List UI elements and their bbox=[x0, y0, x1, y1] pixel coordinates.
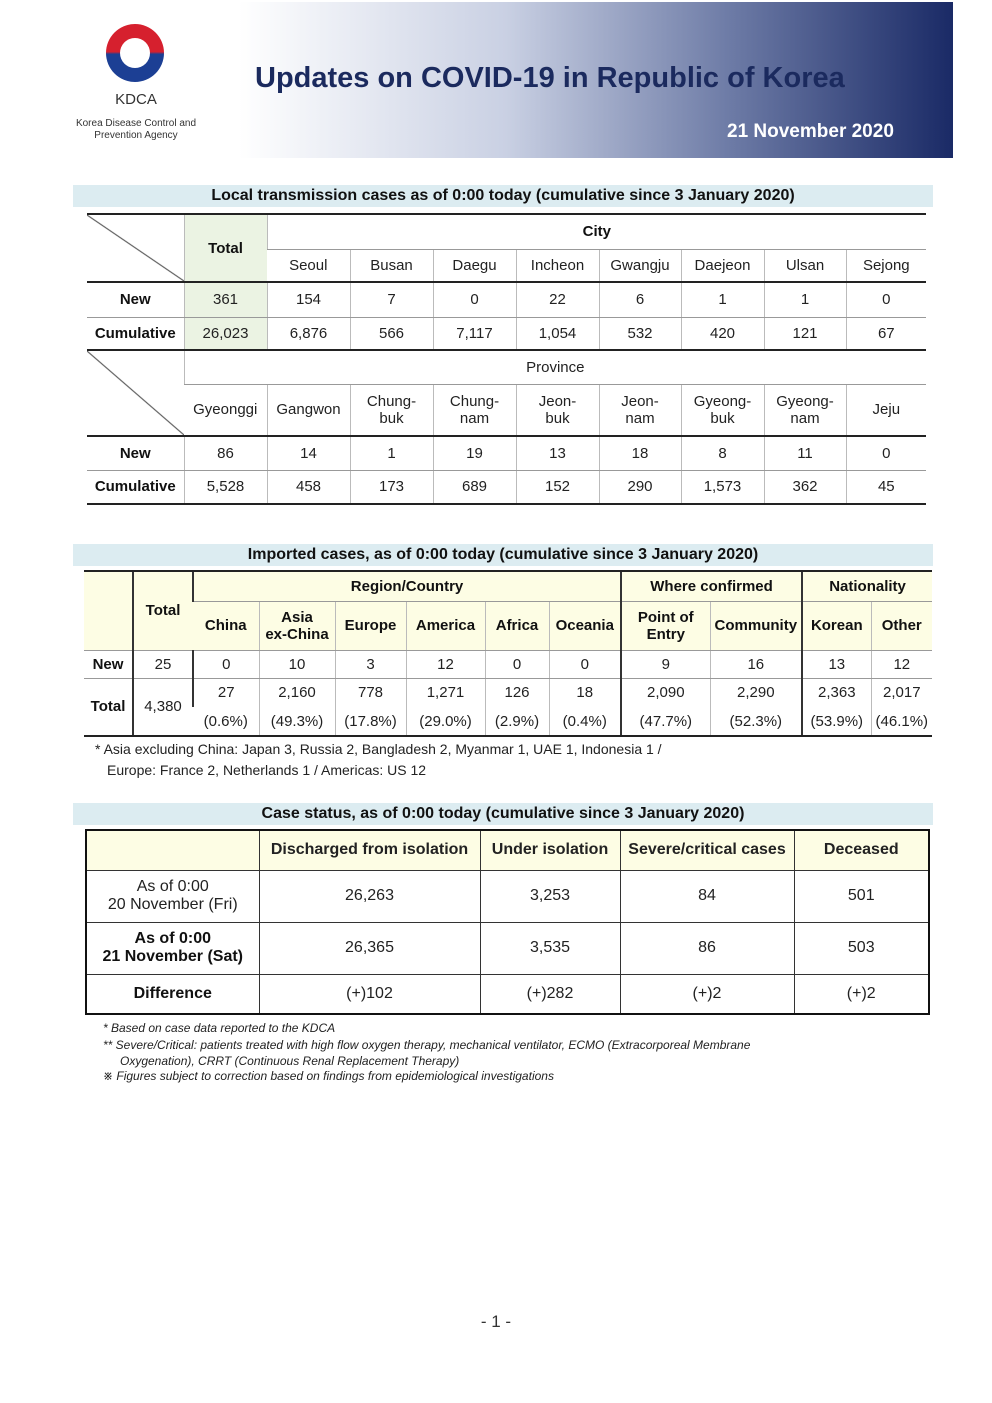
imported-section-title: Imported cases, as of 0:00 today (cumulative since 3 January 2020) bbox=[73, 544, 933, 566]
city-new-value: 6 bbox=[599, 282, 681, 317]
kdca-logo bbox=[70, 18, 202, 148]
new-value: 12 bbox=[871, 650, 932, 678]
new-value: 12 bbox=[406, 650, 485, 678]
province-name: Gyeong- nam bbox=[764, 384, 846, 436]
status-value: 26,263 bbox=[259, 870, 480, 922]
province-name: Chung- nam bbox=[433, 384, 516, 436]
total-value: 1,271 bbox=[406, 678, 485, 707]
city-cum-value: 532 bbox=[599, 317, 681, 350]
total-value: 2,160 bbox=[259, 678, 335, 707]
total-total: 4,380 bbox=[133, 678, 193, 736]
city-cum-value: 420 bbox=[681, 317, 764, 350]
city-name: Incheon bbox=[516, 249, 599, 282]
row-label-new: New bbox=[84, 650, 133, 678]
status-value: 26,365 bbox=[259, 922, 480, 974]
col-korean: Korean bbox=[802, 601, 871, 650]
status-value: 3,253 bbox=[480, 870, 620, 922]
org-short: KDCA bbox=[115, 91, 157, 108]
city-name: Busan bbox=[350, 249, 433, 282]
province-cum-value: 458 bbox=[267, 470, 350, 504]
local-section-title: Local transmission cases as of 0:00 today (cumulative since 3 January 2020) bbox=[73, 185, 933, 207]
row-label-new: New bbox=[87, 436, 184, 470]
city-name: Daejeon bbox=[681, 249, 764, 282]
province-new-value: 13 bbox=[516, 436, 599, 470]
total-new: 361 bbox=[184, 282, 267, 317]
total-header: Total bbox=[133, 571, 193, 650]
province-cum-value: 689 bbox=[433, 470, 516, 504]
row-label-total: Total bbox=[84, 678, 133, 736]
new-value: 9 bbox=[621, 650, 710, 678]
city-cum-value: 6,876 bbox=[267, 317, 350, 350]
status-value: (+)2 bbox=[794, 974, 929, 1014]
org-full: Korea Disease Control and Prevention Agency bbox=[75, 118, 197, 141]
row-label-difference: Difference bbox=[86, 974, 259, 1014]
city-cum-value: 566 bbox=[350, 317, 433, 350]
col-europe: Europe bbox=[335, 601, 406, 650]
province-new-value: 18 bbox=[599, 436, 681, 470]
footnote: Oxygenation), CRRT (Continuous Renal Replacement Therapy) bbox=[120, 1054, 460, 1068]
status-value: 84 bbox=[620, 870, 794, 922]
total-cumulative: 26,023 bbox=[184, 317, 267, 350]
city-cum-value: 1,054 bbox=[516, 317, 599, 350]
col-asia: Asia ex-China bbox=[259, 601, 335, 650]
total-percent: (52.3%) bbox=[710, 707, 802, 736]
province-new-value: 86 bbox=[184, 436, 267, 470]
status-value: 3,535 bbox=[480, 922, 620, 974]
new-value: 10 bbox=[259, 650, 335, 678]
diagonal-corner bbox=[87, 350, 184, 436]
province-new-value: 11 bbox=[764, 436, 846, 470]
province-name: Jeju bbox=[846, 384, 926, 436]
col-discharged: Discharged from isolation bbox=[259, 830, 480, 870]
total-header: Total bbox=[184, 214, 267, 282]
page-title: Updates on COVID-19 in Republic of Korea bbox=[255, 62, 845, 94]
city-cum-value: 121 bbox=[764, 317, 846, 350]
row-label-prev: As of 0:00 20 November (Fri) bbox=[86, 870, 259, 922]
total-percent: (0.4%) bbox=[549, 707, 621, 736]
province-cum-value: 45 bbox=[846, 470, 926, 504]
province-name: Gyeonggi bbox=[184, 384, 267, 436]
province-name: Jeon- buk bbox=[516, 384, 599, 436]
total-value: 2,017 bbox=[871, 678, 932, 707]
province-cum-value: 5,528 bbox=[184, 470, 267, 504]
city-new-value: 1 bbox=[764, 282, 846, 317]
where-confirmed-header: Where confirmed bbox=[621, 571, 802, 601]
page-number: - 1 - bbox=[480, 1312, 512, 1331]
total-value: 126 bbox=[485, 678, 549, 707]
city-cum-value: 7,117 bbox=[433, 317, 516, 350]
province-name: Jeon- nam bbox=[599, 384, 681, 436]
status-value: (+)2 bbox=[620, 974, 794, 1014]
province-new-value: 8 bbox=[681, 436, 764, 470]
new-value: 0 bbox=[549, 650, 621, 678]
col-oceania: Oceania bbox=[549, 601, 621, 650]
report-date: 21 November 2020 bbox=[727, 121, 894, 142]
footnote: ※ Figures subject to correction based on findings from epidemiological investigations bbox=[103, 1069, 554, 1083]
province-name: Chung- buk bbox=[350, 384, 433, 436]
new-value: 0 bbox=[485, 650, 549, 678]
col-africa: Africa bbox=[485, 601, 549, 650]
province-name: Gyeong- buk bbox=[681, 384, 764, 436]
region-header: Region/Country bbox=[193, 571, 621, 601]
status-value: 501 bbox=[794, 870, 929, 922]
status-value: 86 bbox=[620, 922, 794, 974]
status-section-title: Case status, as of 0:00 today (cumulative since 3 January 2020) bbox=[73, 803, 933, 825]
footnote: ** Severe/Critical: patients treated with high flow oxygen therapy, mechanical ventilator, ECMO (Extracorporeal Membrane bbox=[103, 1038, 751, 1052]
total-value: 2,363 bbox=[802, 678, 871, 707]
new-value: 13 bbox=[802, 650, 871, 678]
imported-note-2: Europe: France 2, Netherlands 1 / Americas: US 12 bbox=[107, 762, 427, 778]
total-value: 18 bbox=[549, 678, 621, 707]
footnote: * Based on case data reported to the KDCA bbox=[103, 1021, 336, 1035]
corner-cell bbox=[84, 571, 133, 650]
province-new-value: 1 bbox=[350, 436, 433, 470]
city-cum-value: 67 bbox=[846, 317, 926, 350]
province-new-value: 19 bbox=[433, 436, 516, 470]
col-point-of-entry: Point of Entry bbox=[621, 601, 710, 650]
row-label-new: New bbox=[87, 282, 184, 317]
total-value: 27 bbox=[193, 678, 259, 707]
col-severe: Severe/critical cases bbox=[620, 830, 794, 870]
total-percent: (17.8%) bbox=[335, 707, 406, 736]
city-name: Daegu bbox=[433, 249, 516, 282]
city-name: Sejong bbox=[846, 249, 926, 282]
imported-cases-table bbox=[84, 570, 932, 737]
col-other: Other bbox=[871, 601, 932, 650]
city-name: Gwangju bbox=[599, 249, 681, 282]
corner-cell bbox=[86, 830, 259, 870]
province-header: Province bbox=[184, 350, 926, 384]
new-value: 3 bbox=[335, 650, 406, 678]
row-label-cumulative: Cumulative bbox=[87, 317, 184, 350]
new-value: 0 bbox=[193, 650, 259, 678]
total-value: 2,290 bbox=[710, 678, 802, 707]
nationality-header: Nationality bbox=[802, 571, 932, 601]
total-percent: (29.0%) bbox=[406, 707, 485, 736]
total-percent: (46.1%) bbox=[871, 707, 932, 736]
status-value: (+)282 bbox=[480, 974, 620, 1014]
city-header: City bbox=[267, 214, 926, 249]
new-value: 16 bbox=[710, 650, 802, 678]
status-value: 503 bbox=[794, 922, 929, 974]
province-cum-value: 290 bbox=[599, 470, 681, 504]
province-cum-value: 362 bbox=[764, 470, 846, 504]
city-name: Ulsan bbox=[764, 249, 846, 282]
col-china: China bbox=[193, 601, 259, 650]
total-percent: (0.6%) bbox=[193, 707, 259, 736]
province-new-value: 0 bbox=[846, 436, 926, 470]
city-new-value: 0 bbox=[846, 282, 926, 317]
province-name: Gangwon bbox=[267, 384, 350, 436]
total-percent: (49.3%) bbox=[259, 707, 335, 736]
col-deceased: Deceased bbox=[794, 830, 929, 870]
diagonal-corner bbox=[87, 214, 184, 282]
new-total: 25 bbox=[133, 650, 193, 678]
total-value: 778 bbox=[335, 678, 406, 707]
city-new-value: 7 bbox=[350, 282, 433, 317]
city-new-value: 1 bbox=[681, 282, 764, 317]
row-label-cumulative: Cumulative bbox=[87, 470, 184, 504]
status-value: (+)102 bbox=[259, 974, 480, 1014]
total-value: 2,090 bbox=[621, 678, 710, 707]
province-cum-value: 1,573 bbox=[681, 470, 764, 504]
local-cases-table bbox=[87, 213, 926, 505]
imported-note-1: * Asia excluding China: Japan 3, Russia 2, Bangladesh 2, Myanmar 1, UAE 1, Indonesia 1 / bbox=[95, 741, 662, 757]
city-new-value: 154 bbox=[267, 282, 350, 317]
city-name: Seoul bbox=[267, 249, 350, 282]
city-new-value: 0 bbox=[433, 282, 516, 317]
city-new-value: 22 bbox=[516, 282, 599, 317]
row-label-current: As of 0:00 21 November (Sat) bbox=[86, 922, 259, 974]
case-status-table bbox=[85, 829, 930, 1015]
province-cum-value: 173 bbox=[350, 470, 433, 504]
total-percent: (47.7%) bbox=[621, 707, 710, 736]
col-america: America bbox=[406, 601, 485, 650]
col-under-isolation: Under isolation bbox=[480, 830, 620, 870]
province-cum-value: 152 bbox=[516, 470, 599, 504]
total-percent: (2.9%) bbox=[485, 707, 549, 736]
total-percent: (53.9%) bbox=[802, 707, 871, 736]
col-community: Community bbox=[710, 601, 802, 650]
province-new-value: 14 bbox=[267, 436, 350, 470]
